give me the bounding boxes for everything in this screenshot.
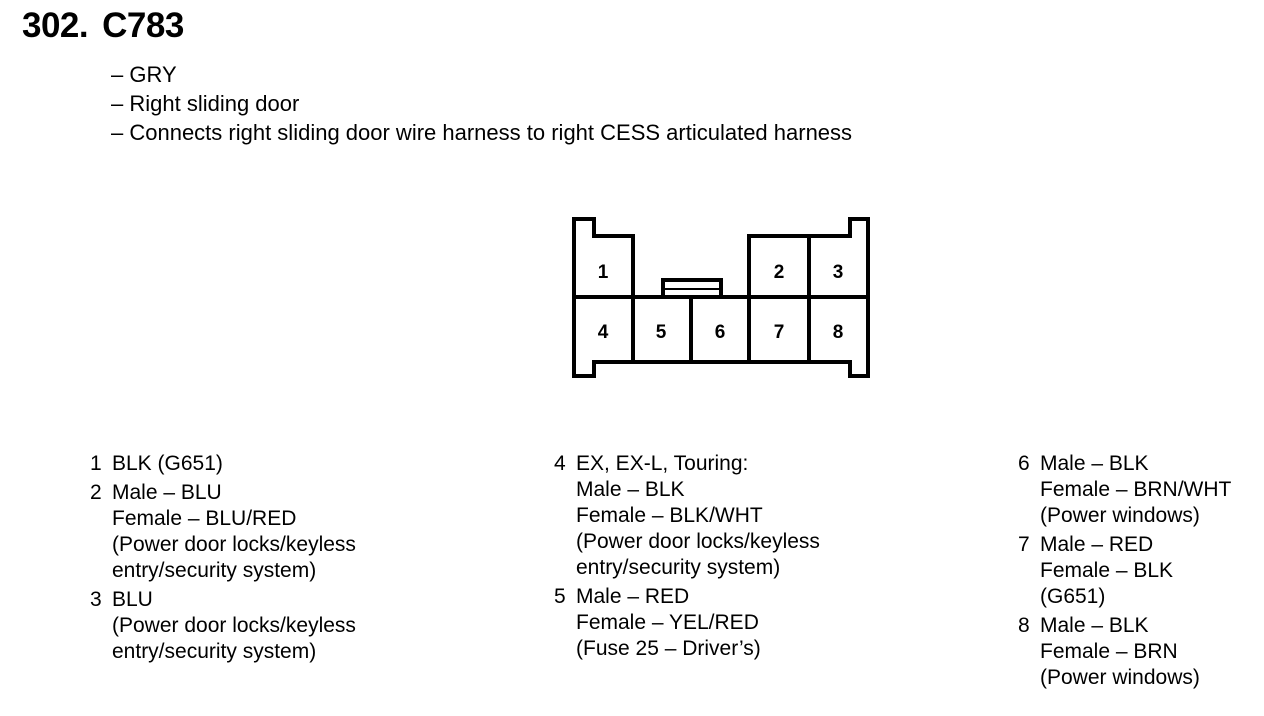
pin-number: 8: [1018, 614, 1030, 637]
pin-wire: Male – BLK: [1040, 452, 1149, 475]
pin-circuit: (Fuse 25 – Driver’s): [576, 637, 761, 660]
pin-label-3: 3: [832, 262, 844, 283]
pin-label-6: 6: [714, 322, 726, 343]
description-location: – Right sliding door: [111, 91, 300, 116]
pin-label-5: 5: [655, 322, 667, 343]
pin-circuit: (Power door locks/keyless: [576, 530, 820, 553]
pin-entry: [554, 451, 820, 581]
pin-number: 7: [1018, 533, 1030, 556]
pin-wire: BLK (G651): [112, 452, 223, 475]
description-color: – GRY: [111, 62, 177, 87]
pin-variant: EX, EX-L, Touring:: [576, 452, 749, 475]
pin-circuit: entry/security system): [576, 556, 781, 579]
pin-label-8: 8: [832, 322, 844, 343]
pin-entry: [1018, 451, 1231, 529]
pin-number: 5: [554, 585, 566, 608]
pin-number: 3: [90, 588, 102, 611]
pin-circuit: (Power door locks/keyless: [112, 614, 356, 637]
pin-label-7: 7: [773, 322, 785, 343]
pin-circuit: (Power door locks/keyless: [112, 533, 356, 556]
pin-number: 2: [90, 481, 102, 504]
pin-wire: Female – BRN/WHT: [1040, 478, 1232, 501]
pin-circuit: (Power windows): [1040, 504, 1200, 527]
pin-label-1: 1: [597, 262, 609, 283]
pin-wire: Male – BLK: [1040, 614, 1149, 637]
title-connector-id: C783: [102, 6, 184, 45]
pin-entry: [554, 584, 820, 662]
pin-wire: Male – BLK: [576, 478, 685, 501]
pin-wire: Female – BLK/WHT: [576, 504, 763, 527]
pin-entry: [90, 451, 356, 477]
pin-circuit: (Power windows): [1040, 666, 1200, 689]
pinout-column-2: [554, 451, 820, 665]
pin-entry: [1018, 613, 1231, 691]
pin-circuit: entry/security system): [112, 559, 317, 582]
pin-entry: [90, 587, 356, 665]
pin-number: 6: [1018, 452, 1030, 475]
pinout-column-3: [1018, 451, 1231, 694]
pin-wire: Female – BLK: [1040, 559, 1174, 582]
pin-wire: Female – BRN: [1040, 640, 1178, 663]
description-function: – Connects right sliding door wire harness to right CESS articulated harness: [111, 120, 853, 145]
pin-wire: Male – RED: [1040, 533, 1154, 556]
pin-wire: Female – YEL/RED: [576, 611, 759, 634]
title-index: 302.: [22, 6, 89, 45]
pin-wire: Male – BLU: [112, 481, 222, 504]
pin-entry: [1018, 532, 1231, 610]
pin-wire: Female – BLU/RED: [112, 507, 297, 530]
pin-entry: [90, 480, 356, 584]
pin-wire: BLU: [112, 588, 153, 611]
pin-label-2: 2: [773, 262, 785, 283]
pin-circuit: (G651): [1040, 585, 1106, 608]
pin-circuit: entry/security system): [112, 640, 317, 663]
pin-label-4: 4: [597, 322, 609, 343]
pinout-column-1: [90, 451, 356, 668]
pin-number: 1: [90, 452, 102, 475]
pin-wire: Male – RED: [576, 585, 690, 608]
pin-number: 4: [554, 452, 566, 475]
